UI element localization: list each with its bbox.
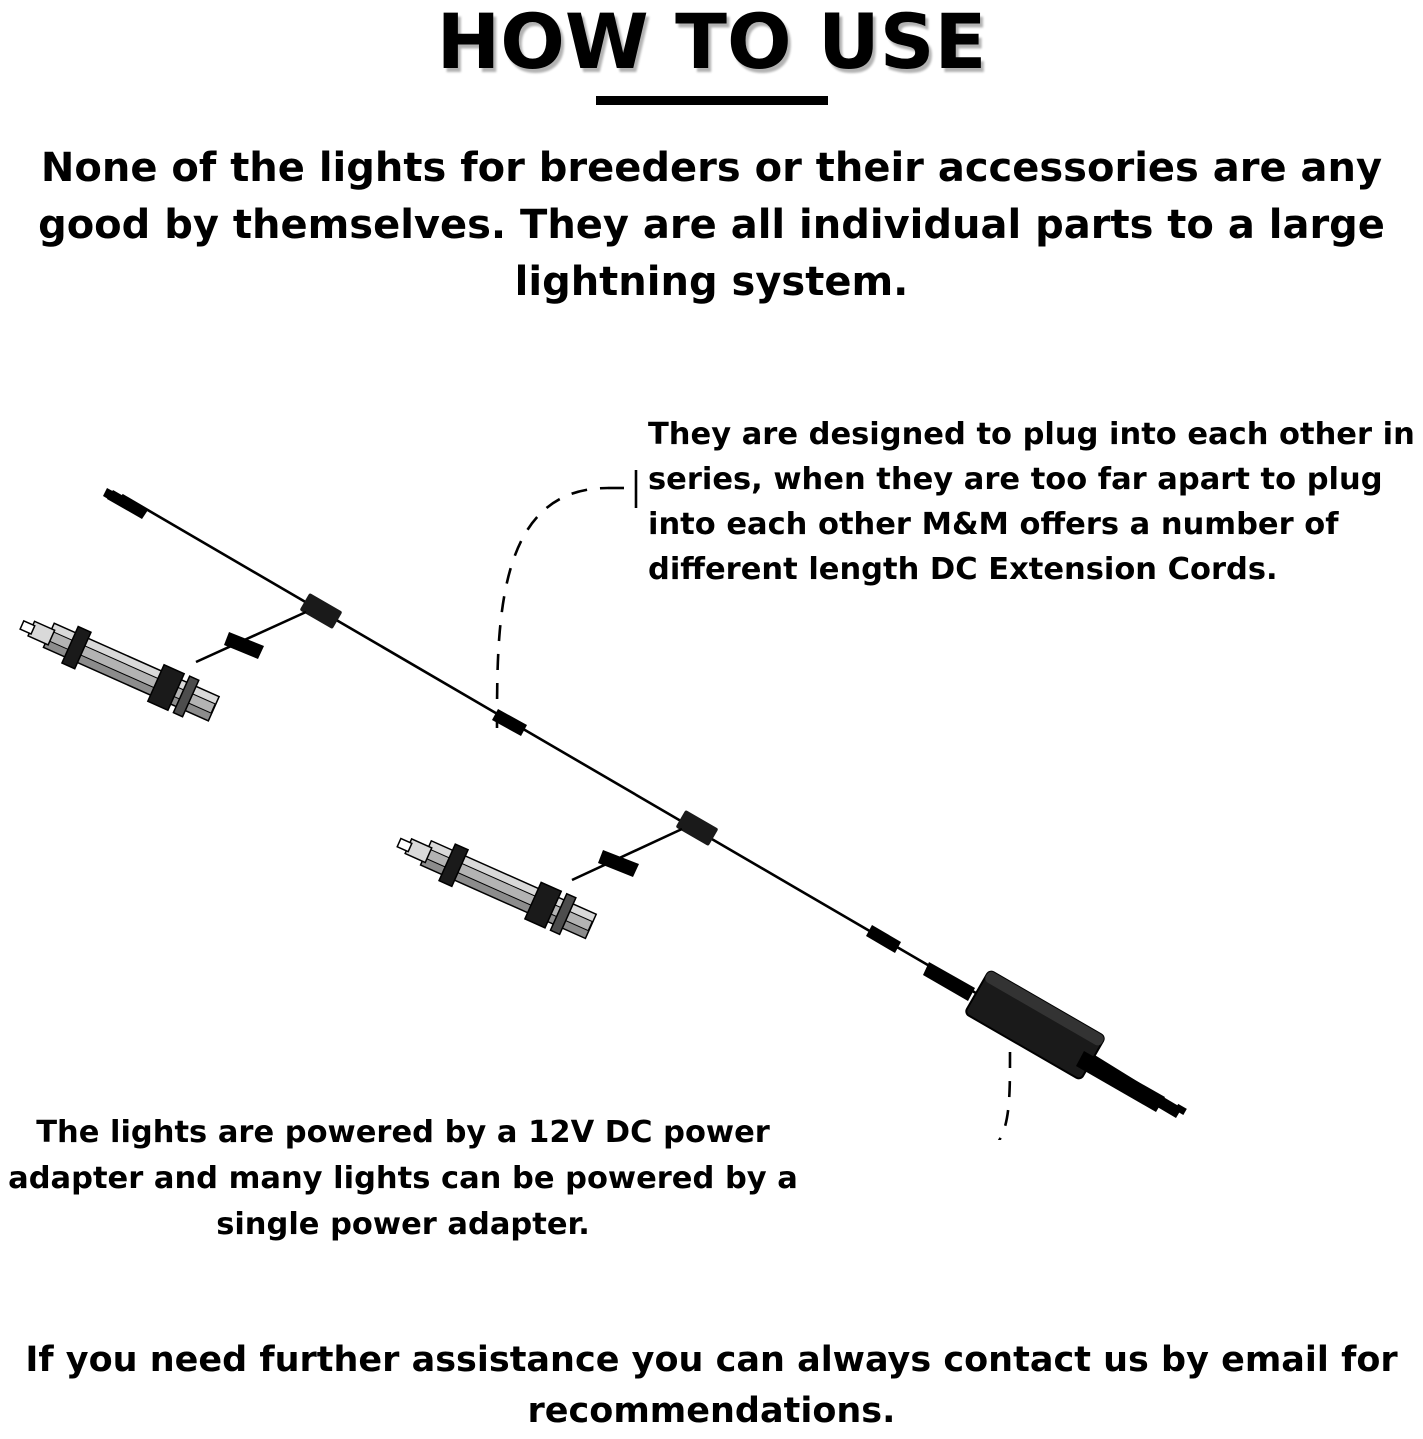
intro-paragraph: None of the lights for breeders or their accessories are any good by themselves. They are all individual parts to a large lightning system. [38,145,1385,305]
page-title: HOW TO USE [436,0,987,86]
barrel-plug-top-end [103,488,148,519]
splitter-connector-upper [300,593,343,629]
splitter-connector-lower [676,810,719,846]
leader-line-power [806,1052,1010,1140]
inline-connector-near-adapter-a [866,925,901,953]
barrel-plug-upper-branch [224,632,264,659]
title-underline [596,96,828,105]
led-light-bar-lower [392,823,599,945]
footer-text: If you need further assistance you can always contact us by email for recommendations. [25,1340,1398,1431]
callout-series-text: They are designed to plug into each other in series, when they are too far apart to plug into each other M&M offers a number of different length DC Extension Cords. [648,417,1415,588]
leader-line-series [497,470,636,728]
inline-connector-near-adapter-b [923,962,975,1001]
barrel-plug-lower-branch [598,850,639,877]
callout-power-text: The lights are powered by a 12V DC power adapter and many lights can be powered by a single power adapter. [8,1115,798,1242]
barrel-plug-output [1076,1051,1187,1118]
wiring-diagram [0,440,1423,1140]
led-light-bar-upper [14,605,221,727]
